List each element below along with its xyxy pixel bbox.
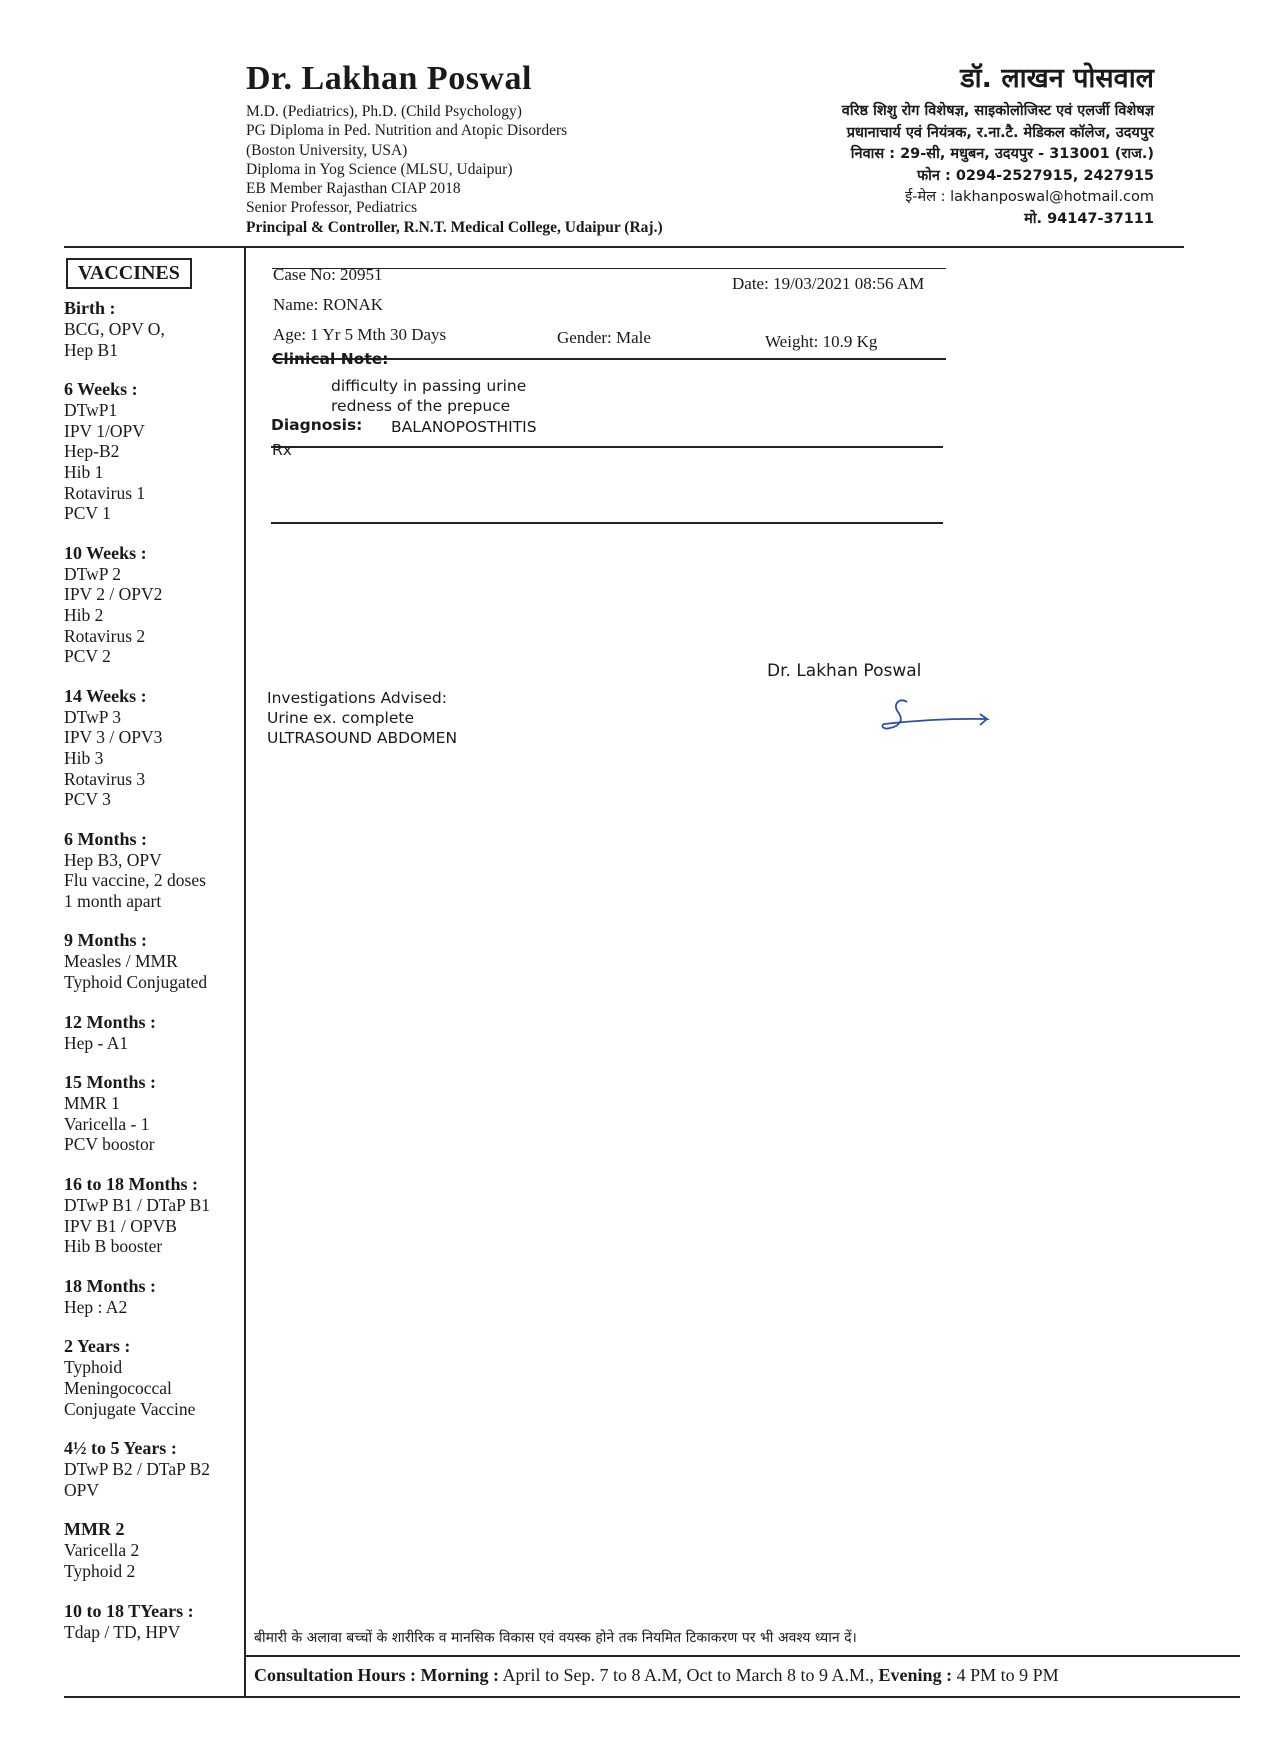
vaccine-item: DTwP 2 bbox=[64, 563, 121, 584]
vaccine-item: BCG, OPV O, bbox=[64, 319, 165, 339]
doctor-name: Dr. Lakhan Poswal bbox=[246, 60, 532, 97]
rx-label: Rx bbox=[272, 441, 292, 459]
vaccine-item: IPV 3 / OPV3 bbox=[64, 727, 163, 748]
hindi-phone-line: फोन : 0294-2527915, 2427915 bbox=[916, 167, 1154, 184]
vaccine-item: Conjugate Vaccine bbox=[64, 1398, 196, 1419]
vaccine-item: Flu vaccine, 2 doses bbox=[64, 870, 206, 891]
vaccine-group bbox=[64, 1012, 244, 1054]
vaccine-item: Hep B1 bbox=[64, 339, 118, 360]
vaccine-item: DTwP1 bbox=[64, 400, 118, 421]
vaccine-item: Meningococcal bbox=[64, 1378, 172, 1398]
footer-top-divider bbox=[246, 1655, 1240, 1657]
vaccine-item: 1 month apart bbox=[64, 890, 162, 911]
vaccine-group bbox=[64, 930, 244, 992]
vaccine-item: Tdap / TD, HPV bbox=[64, 1621, 181, 1642]
qualification-line: Principal & Controller, R.N.T. Medical College, Udaipur (Raj.) bbox=[246, 218, 663, 236]
vaccine-group bbox=[64, 379, 244, 524]
evening-label: Evening : bbox=[878, 1665, 953, 1685]
clinical-note-line: difficulty in passing urine bbox=[331, 377, 527, 395]
vaccine-item: OPV bbox=[64, 1479, 100, 1500]
vaccine-group-heading: 6 Months : bbox=[64, 828, 148, 849]
qualifications-block bbox=[246, 102, 663, 237]
evening-hours: 4 PM to 9 PM bbox=[956, 1665, 1059, 1685]
hindi-mobile-line: मो. 94147-37111 bbox=[1024, 210, 1154, 227]
vaccine-item: Rotavirus 1 bbox=[64, 482, 146, 503]
vaccine-item: Rotavirus 3 bbox=[64, 768, 146, 789]
vaccine-group bbox=[64, 1072, 244, 1155]
vaccine-item: Hib B booster bbox=[64, 1236, 163, 1257]
hindi-designation-line: वरिष्ठ शिशु रोग विशेषज्ञ, साइकोलोजिस्ट एवं एलर्जी विशेषज्ञ bbox=[841, 103, 1154, 119]
vaccine-item: DTwP B2 / DTaP B2 bbox=[64, 1459, 210, 1480]
vaccine-group-heading: 4½ to 5 Years : bbox=[64, 1438, 177, 1459]
vaccine-item: DTwP B1 / DTaP B1 bbox=[64, 1195, 210, 1216]
doctor-name-hindi: डॉ. लाखन पोसवाल bbox=[960, 63, 1154, 94]
vaccine-group-heading: 6 Weeks : bbox=[64, 379, 138, 400]
vaccine-group bbox=[64, 686, 244, 810]
vaccine-item: IPV B1 / OPVB bbox=[64, 1215, 177, 1236]
qualification-line: M.D. (Pediatrics), Ph.D. (Child Psychology) bbox=[246, 103, 522, 120]
consultation-hours bbox=[254, 1665, 1059, 1686]
vaccine-item: DTwP 3 bbox=[64, 706, 121, 727]
vaccine-group-heading: 10 Weeks : bbox=[64, 542, 147, 563]
vaccine-group-heading: MMR 2 bbox=[64, 1519, 125, 1540]
vaccine-group-heading: 16 to 18 Months : bbox=[64, 1174, 198, 1195]
vaccine-group bbox=[64, 1601, 244, 1643]
vaccine-group-heading: 9 Months : bbox=[64, 930, 148, 951]
hindi-header-block bbox=[842, 58, 1154, 230]
qualification-line: Diploma in Yog Science (MLSU, Udaipur) bbox=[246, 160, 513, 178]
patient-gender: Gender: Male bbox=[557, 328, 651, 347]
vaccine-group-heading: 2 Years : bbox=[64, 1336, 131, 1357]
diagnosis-value: BALANOPOSTHITIS bbox=[391, 418, 537, 436]
qualification-line: PG Diploma in Ped. Nutrition and Atopic Disorders bbox=[246, 122, 568, 140]
vaccine-item: Hep-B2 bbox=[64, 441, 120, 462]
patient-name: Name: RONAK bbox=[273, 295, 384, 314]
clinical-note-label: Clinical Note: bbox=[272, 350, 389, 368]
vaccine-item: Hib 2 bbox=[64, 604, 104, 625]
vaccine-group bbox=[64, 1174, 244, 1257]
vaccine-group bbox=[64, 1336, 244, 1419]
vaccine-group bbox=[64, 1438, 244, 1500]
vaccine-group-heading: Birth : bbox=[64, 298, 116, 318]
vaccine-schedule bbox=[64, 298, 244, 1661]
vaccine-item: Typhoid 2 bbox=[64, 1560, 136, 1581]
vaccine-item: Typhoid Conjugated bbox=[64, 972, 208, 993]
hindi-address-line: निवास : 29-सी, मधुबन, उदयपुर - 313001 (राज.) bbox=[850, 146, 1154, 162]
hindi-designation-line: प्रधानाचार्य एवं नियंत्रक, र.ना.टै. मेडिकल कॉलेज, उदयपुर bbox=[846, 124, 1154, 141]
vaccine-item: PCV 2 bbox=[64, 646, 111, 667]
footer-hindi-note: बीमारी के अलावा बच्चों के शारीरिक व मानसिक विकास एवं वयस्क होने तक नियमित टिकाकरण पर भी अवश्य ध्यान दें। bbox=[254, 1630, 857, 1646]
qualification-line: Senior Professor, Pediatrics bbox=[246, 199, 418, 217]
patient-weight: Weight: 10.9 Kg bbox=[765, 332, 878, 351]
vaccine-item: PCV 3 bbox=[64, 789, 111, 810]
qualification-line: (Boston University, USA) bbox=[246, 141, 408, 159]
vaccine-item: Varicella 2 bbox=[64, 1540, 140, 1561]
vaccine-item: Rotavirus 2 bbox=[64, 625, 146, 646]
vaccine-item: Hib 3 bbox=[64, 747, 104, 768]
vaccine-group bbox=[64, 543, 244, 667]
vaccine-item: PCV boostor bbox=[64, 1134, 155, 1155]
rx-rule bbox=[271, 522, 943, 524]
vaccine-item: Varicella - 1 bbox=[64, 1113, 150, 1134]
vaccine-item: Typhoid bbox=[64, 1357, 123, 1378]
vaccine-group-heading: 10 to 18 TYears : bbox=[64, 1600, 194, 1621]
vaccine-item: Measles / MMR bbox=[64, 951, 178, 972]
investigation-item: Urine ex. complete bbox=[267, 709, 415, 727]
vaccine-item: Hep - A1 bbox=[64, 1032, 129, 1053]
investigation-item: ULTRASOUND ABDOMEN bbox=[267, 729, 458, 747]
patient-age: Age: 1 Yr 5 Mth 30 Days bbox=[273, 325, 447, 344]
vaccine-group-heading: 12 Months : bbox=[64, 1011, 157, 1032]
signature-name: Dr. Lakhan Poswal bbox=[767, 661, 922, 681]
qualification-line: EB Member Rajasthan CIAP 2018 bbox=[246, 180, 461, 198]
hindi-email-line: ई-मेल : lakhanposwal@hotmail.com bbox=[905, 189, 1154, 205]
vaccine-group-heading: 18 Months : bbox=[64, 1275, 157, 1296]
vaccine-group bbox=[64, 1276, 244, 1318]
vaccine-item: IPV 1/OPV bbox=[64, 420, 145, 441]
diagnosis-rule bbox=[271, 446, 943, 448]
bottom-divider bbox=[64, 1696, 1240, 1698]
sidebar-divider bbox=[244, 246, 246, 1696]
investigations-label: Investigations Advised: bbox=[267, 689, 447, 707]
vaccines-title: VACCINES bbox=[66, 258, 192, 289]
clinical-note-line: redness of the prepuce bbox=[331, 397, 511, 415]
morning-hours: April to Sep. 7 to 8 A.M, Oct to March 8 to 9 A.M., bbox=[502, 1665, 875, 1685]
vaccine-group-heading: 14 Weeks : bbox=[64, 685, 147, 706]
vaccine-item: MMR 1 bbox=[64, 1093, 120, 1114]
signature-scribble bbox=[862, 692, 1022, 744]
vaccine-group bbox=[64, 1519, 244, 1581]
vaccine-group bbox=[64, 298, 244, 360]
diagnosis-label: Diagnosis: bbox=[271, 416, 363, 434]
hours-label: Consultation Hours : bbox=[254, 1665, 417, 1685]
vaccine-group-heading: 15 Months : bbox=[64, 1072, 157, 1093]
vaccine-item: IPV 2 / OPV2 bbox=[64, 584, 163, 605]
vaccine-group bbox=[64, 829, 244, 912]
vaccine-item: Hep : A2 bbox=[64, 1296, 128, 1317]
header-divider bbox=[64, 246, 1184, 248]
case-number: Case No: 20951 bbox=[273, 265, 383, 284]
visit-date: Date: 19/03/2021 08:56 AM bbox=[732, 274, 925, 293]
vaccine-item: Hep B3, OPV bbox=[64, 849, 162, 870]
vaccine-item: Hib 1 bbox=[64, 461, 104, 482]
morning-label: Morning : bbox=[420, 1665, 500, 1685]
vaccine-item: PCV 1 bbox=[64, 503, 111, 524]
